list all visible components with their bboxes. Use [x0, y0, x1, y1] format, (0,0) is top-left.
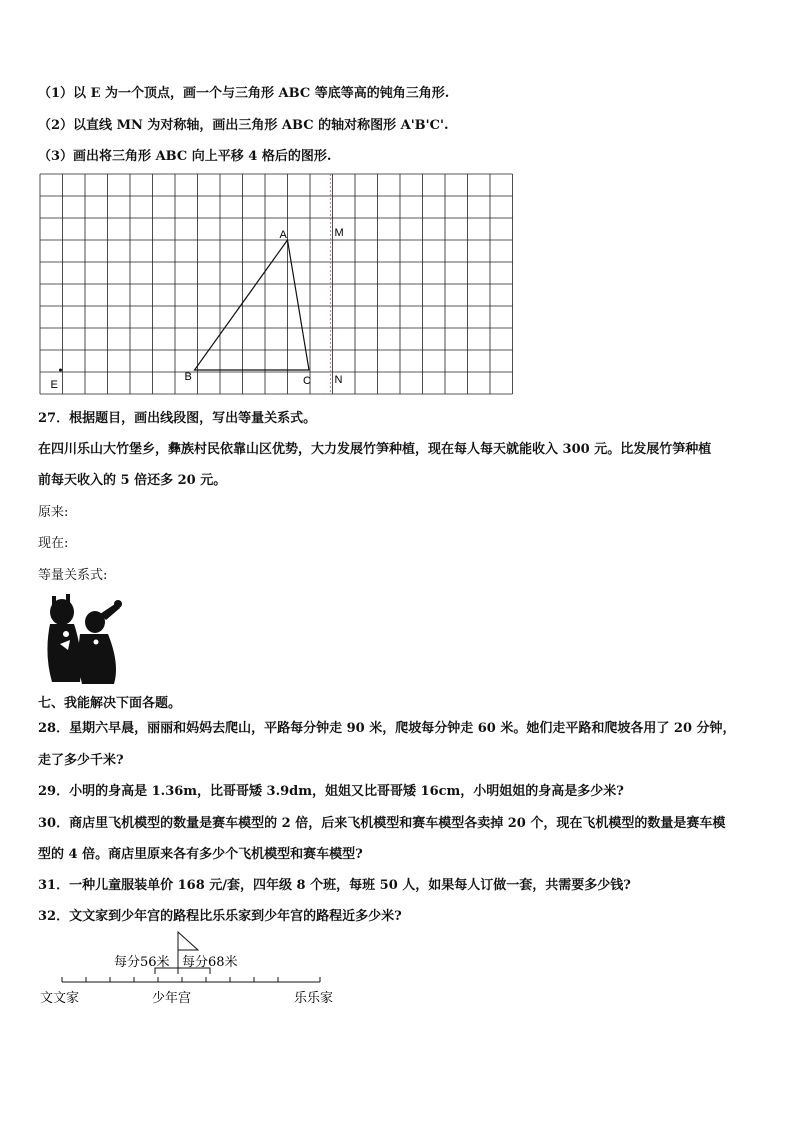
label-a: A [279, 229, 287, 241]
q28-line-1: 28．星期六早晨，丽丽和妈妈去爬山，平路每分钟走 90 米，爬坡每分钟走 60 米。她们走平路和爬坡各用了 20 分钟， [38, 721, 736, 736]
label-n: N [334, 374, 343, 386]
q26-item-3: （3）画出将三角形 ABC 向上平移 4 格后的图形. [38, 149, 332, 164]
q26-item-1: （1）以 E 为一个顶点，画一个与三角形 ABC 等底等高的钝角三角形. [38, 86, 450, 101]
point-e [59, 369, 62, 372]
youth-palace-label: 少年宫 [152, 991, 192, 1006]
grid-lines [40, 174, 513, 394]
q28-line-2: 走了多少千米? [38, 753, 124, 768]
label-e: E [50, 379, 58, 391]
q30-line-1: 30．商店里飞机模型的数量是赛车模型的 2 倍，后来飞机模型和赛车模型各卖掉 20 个，现在飞机模型的数量是赛车模 [38, 816, 726, 831]
q26-item-2: （2）以直线 MN 为对称轴，画出三角形 ABC 的轴对称图形 A'B'C'. [38, 118, 449, 133]
two-figures-silhouette-image [40, 594, 130, 686]
section-7-heading: 七、我能解决下面各题。 [38, 696, 182, 711]
label-m: M [334, 227, 344, 239]
lele-home-label: 乐乐家 [294, 991, 334, 1006]
bracket [155, 968, 210, 974]
q29-text: 29．小明的身高是 1.36m，比哥哥矮 3.9dm，姐姐又比哥哥矮 16cm，小明姐姐的身高是多少米? [38, 784, 624, 799]
wenwen-home-label: 文文家 [40, 991, 80, 1006]
q32-title: 32．文文家到少年宫的路程比乐乐家到少年宫的路程近多少米? [38, 909, 402, 924]
grid-figure [0, 0, 794, 420]
q31-text: 31．一种儿童服装单价 168 元/套，四年级 8 个班，每班 50 人，如果每人订做一套，共需要多少钱? [38, 878, 631, 893]
q27-xianzai-label: 现在: [38, 536, 69, 551]
q27-yuanlai-label: 原来: [38, 505, 69, 520]
q27-title: 27．根据题目，画出线段图，写出等量关系式。 [38, 411, 317, 426]
label-b: B [184, 371, 192, 383]
triangle-abc [195, 240, 310, 370]
q30-line-2: 型的 4 倍。商店里原来各有多少个飞机模型和赛车模型? [38, 847, 363, 862]
q27-para-2: 前每天收入的 5 倍还多 20 元。 [38, 473, 227, 488]
flag-icon [178, 932, 198, 950]
segment-ticks [62, 977, 320, 982]
q27-dengliang-label: 等量关系式: [38, 568, 108, 583]
q27-para-1: 在四川乐山大竹堡乡，彝族村民依靠山区优势，大力发展竹笋种植，现在每人每天就能收入 300 元。比发展竹笋种植 [38, 442, 712, 457]
speed-left-label: 每分56米 [114, 955, 170, 970]
speed-right-label: 每分68米 [182, 955, 238, 970]
label-c: C [303, 375, 311, 387]
